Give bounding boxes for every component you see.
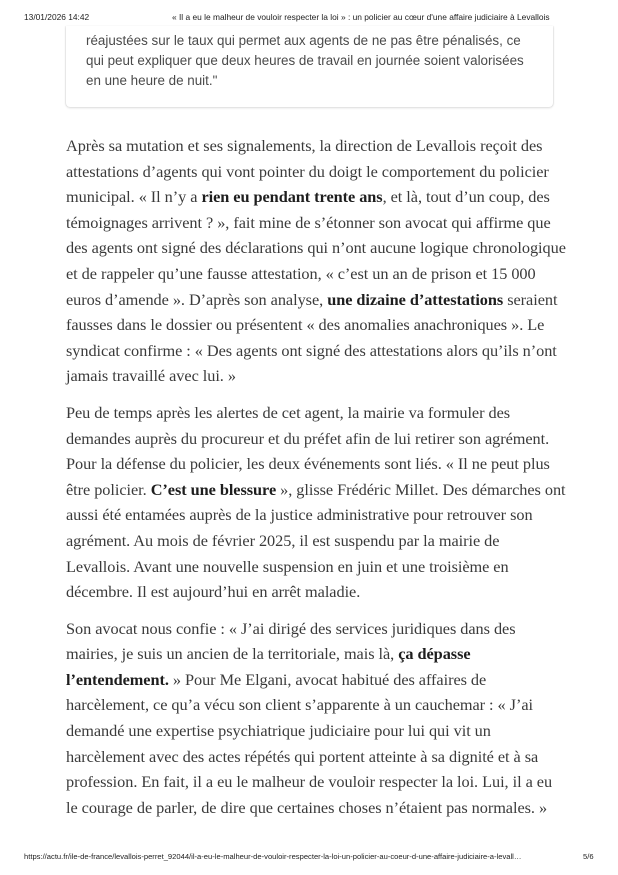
article-paragraph [66,133,566,389]
text-segment: seraient fausses dans le dossier ou présentent « des anomalies anachroniques ». Le syndicat confirme : « Des agents ont signé des attestations alors qu’ils n’ont jamais travaillé avec lui. » [66,289,558,386]
article-paragraph [66,616,566,821]
quote-line: qui peut expliquer que deux heures de travail en journée soient valorisées [86,53,524,69]
quote-line: en une heure de nuit." [86,73,218,89]
article-paragraph [66,400,566,605]
article-body [66,133,566,831]
text-segment: » Pour Me Elgani, avocat habitué des affaires de harcèlement, ce qu’a vécu son client s’apparente à un cauchemar : « J’ai demandé une expertise psychiatrique judiciaire pour lui qui vit un harcèlement avec des actes répétés qui portent atteinte à sa dignité et à sa profession. En fait, il a eu le malheur de vouloir respecter la loi. Lui, il a eu le courage de parler, de dire que certaines choses n’étaient pas normales. » [66,669,553,817]
quote-line: réajustées sur le taux qui permet aux agents de ne pas être pénalisés, ce [86,33,521,48]
bold-phrase: une dizaine d’attestations [327,289,504,309]
page-number: 5/6 [583,852,594,861]
text-segment: Peu de temps après les alertes de cet agent, la mairie va formuler des demandes auprès du procureur et du préfet afin de lui retirer son agrément. Pour la défense du policier, les deux événements sont liés. « Il ne peut plus être policier. [66,402,550,499]
quote-text [86,31,533,92]
text-segment: , et là, tout d’un coup, des témoignages arrivent ? », fait mine de s’étonner son avocat qui affirme que des agents ont signé des déclarations qui n’ont aucune logique chronologique et de rappeler qu’une fausse attestation, « c’est un an de prison et 15 000 euros d’amende ». D’après son analyse, [66,187,566,309]
print-datetime: 13/01/2026 14:42 [24,12,90,22]
text-segment: Après sa mutation et ses signalements, la direction de Levallois reçoit des attestations d’agents qui vont pointer du doigt le comportement du policier municipal. « Il n’y a [66,136,549,207]
bold-phrase: rien eu pendant trente ans [201,187,383,207]
bold-phrase: ça dépasse l’entendement. [66,644,471,689]
print-footer [0,852,618,866]
bold-phrase: C’est une blessure [150,479,277,499]
text-segment: Son avocat nous confie : « J’ai dirigé des services juridiques dans des mairies, je suis un ancien de la territoriale, mais là, [66,618,516,664]
quote-card [66,26,553,107]
print-page-title: « Il a eu le malheur de vouloir respecter la loi » : un policier au cœur d'une affaire judiciaire à Levallois [172,12,550,22]
text-segment: », glisse Frédéric Millet. Des démarches ont aussi été entamées auprès de la justice administrative pour retrouver son agrément. Au mois de février 2025, il est suspendu par la mairie de Levallois. Avant une nouvelle suspension en juin et une troisième en décembre. Il est aujourd’hui en arrêt maladie. [66,479,566,602]
print-header [0,12,618,24]
page-url: https://actu.fr/ile-de-france/levallois-perret_92044/il-a-eu-le-malheur-de-vouloir-respecter-la-loi-un-policier-au-coeur-d-une-affaire-judiciaire-a-levall… [24,852,522,861]
